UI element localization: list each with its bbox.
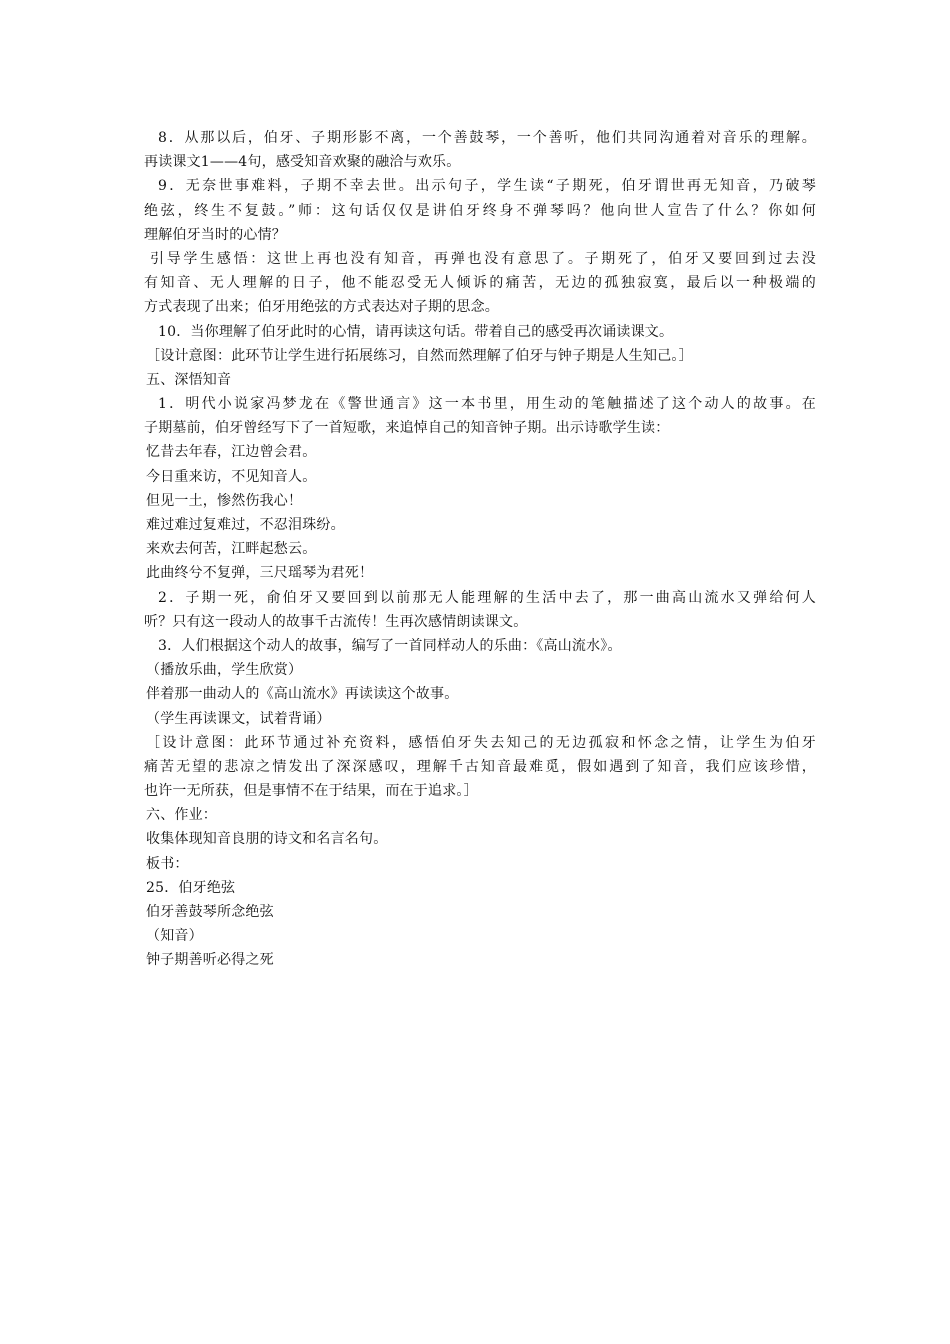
poem-line-2: 今日重来访，不见知音人。	[146, 468, 317, 485]
poem-line-4: 难过难过复难过，不忍泪珠纷。	[146, 517, 345, 533]
guidance-line-1: 引导学生感悟：这世上再也没有知音，再弹也没有意思了。子期死了，伯牙又要回到过去没	[150, 250, 816, 267]
reread-instruction: 伴着那一曲动人的《高山流水》再读读这个故事。	[146, 686, 459, 703]
section-heading-6: 六、作业：	[146, 807, 217, 824]
guidance-line-2: 有知音、无人理解的日子，他不能忍受无人倾诉的痛苦，无边的孤独寂寞，最后以一种极端的	[144, 275, 816, 292]
paragraph-9-line-1: 9．无奈世事难料，子期不幸去世。出示句子，学生读“子期死，伯牙谓世再无知音，乃破琴	[158, 178, 816, 195]
item-2-line-1: 2．子期一死，俞伯牙又要回到以前那无人能理解的生活中去了，那一曲高山流水又弹给何人	[158, 589, 816, 606]
section-heading-5: 五、深悟知音	[146, 371, 232, 388]
blackboard-line-2: （知音）	[146, 928, 203, 945]
item-3: 3．人们根据这个动人的故事，编写了一首同样动人的乐曲：《高山流水》。	[158, 637, 622, 654]
poem-line-3: 但见一土，惨然伤我心！	[146, 492, 303, 509]
blackboard-line-3: 钟子期善听必得之死	[146, 952, 274, 969]
design-intent-2-line-3: 也许一无所获，但是事情不在于结果，而在于追求。］	[144, 783, 478, 800]
poem-line-6: 此曲终兮不复弹，三尺瑶琴为君死！	[146, 565, 374, 582]
recite-note: （学生再读课文，试着背诵）	[146, 710, 331, 727]
item-1-line-2: 子期墓前，伯牙曾经写下了一首短歌，来追悼自己的知音钟子期。出示诗歌学生读：	[144, 420, 670, 437]
poem-line-1: 忆昔去年春，江边曾会君。	[146, 444, 317, 461]
item-1-line-1: 1．明代小说家冯梦龙在《警世通言》这一本书里，用生动的笔触描述了这个动人的故事。在	[158, 396, 816, 413]
design-intent-2-line-2: 痛苦无望的悲凉之情发出了深深感叹，理解千古知音最难觅，假如遇到了知音，我们应该珍惜，	[144, 758, 816, 775]
blackboard-title: 25．伯牙绝弦	[146, 879, 236, 896]
design-intent-1: ［设计意图：此环节让学生进行拓展练习，自然而然理解了伯牙与钟子期是人生知己。］	[146, 347, 693, 364]
blackboard-line-1: 伯牙善鼓琴所念绝弦	[146, 904, 274, 920]
paragraph-9-line-3: 理解伯牙当时的心情？	[144, 226, 286, 243]
paragraph-9-line-2: 绝弦，终生不复鼓。”师：这句话仅仅是讲伯牙终身不弹琴吗？他向世人宣告了什么？你如何	[144, 202, 816, 219]
paragraph-10: 10．当你理解了伯牙此时的心情，请再读这句话。带着自己的感受再次诵读课文。	[158, 323, 674, 340]
poem-line-5: 来欢去何苦，江畔起愁云。	[146, 541, 317, 558]
document-body	[144, 126, 816, 973]
guidance-line-3: 方式表现了出来；伯牙用绝弦的方式表达对子期的思念。	[144, 299, 499, 316]
item-2-line-2: 听？只有这一段动人的故事千古流传！生再次感情朗读课文。	[144, 613, 528, 630]
paragraph-8-line-2: 再读课文1——4句，感受知音欢聚的融洽与欢乐。	[144, 154, 461, 171]
paragraph-8-line-1: 8．从那以后，伯牙、子期形影不离，一个善鼓琴，一个善听，他们共同沟通着对音乐的理解。	[158, 130, 816, 146]
play-music-note: （播放乐曲，学生欣赏）	[146, 662, 303, 679]
design-intent-2-line-1: ［设计意图：此环节通过补充资料，感悟伯牙失去知己的无边孤寂和怀念之情，让学生为伯牙	[146, 734, 816, 751]
blackboard-heading: 板书：	[146, 855, 189, 872]
homework-text: 收集体现知音良朋的诗文和名言名句。	[146, 831, 388, 848]
